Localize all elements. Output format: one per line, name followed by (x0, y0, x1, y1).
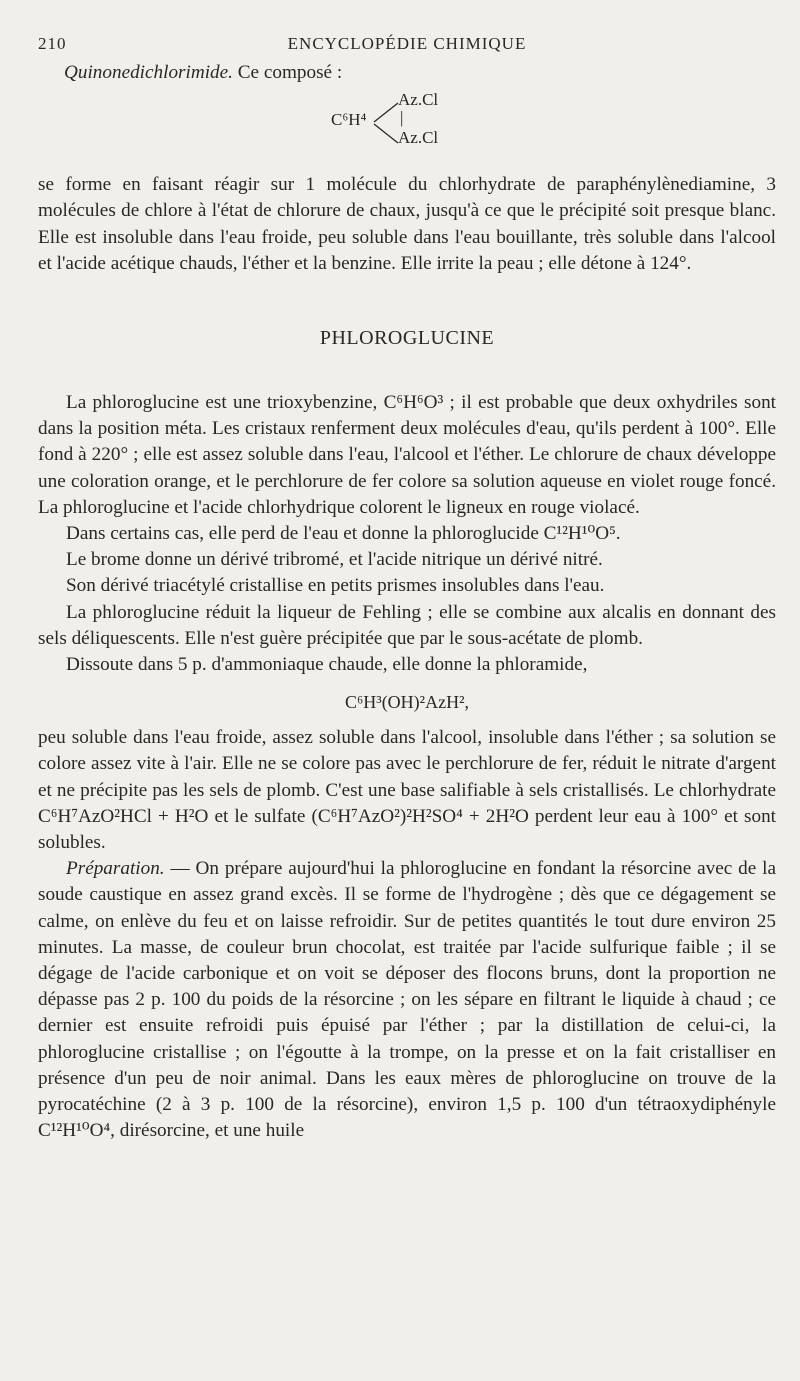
intro-text: Ce composé : (232, 62, 343, 83)
paragraph: Le brome donne un dérivé tribromé, et l'acide nitrique un dérivé nitré. (66, 549, 603, 571)
formula-vertical-bond: | (400, 108, 404, 128)
paragraph: Dans certains cas, elle perd de l'eau et donne la phloroglucide C¹²H¹⁰O⁵. (66, 523, 621, 545)
preparation-lead: Préparation. (66, 858, 165, 880)
formula-bottom-group: Az.Cl (398, 128, 439, 148)
paragraph: Dissoute dans 5 p. d'ammoniaque chaude, elle donne la phloramide, (66, 654, 588, 676)
paragraph: La phloroglucine réduit la liqueur de Fehling ; elle se combine aux alcalis en donnant des sels déliquescents. Elle n'est guère précipitée que par le sous-acétate de plomb. (38, 601, 776, 649)
paragraph: se forme en faisant réagir sur 1 molécule du chlorhydrate de paraphénylènediamine, 3 molécules de chlore à l'état de chlorure de chaux, jusqu'à ce que le précipité soit presque blanc. Elle est insoluble dans l'eau froide, peu soluble dans l'eau bouillante, très soluble dans l'alcool et l'acide acétique chauds, l'éther et la benzine. Elle irrite la peau ; elle détone à 124°. (38, 174, 776, 274)
compound-name: Quinonedichlorimide. (64, 62, 233, 83)
intro-line (38, 60, 776, 86)
running-title: ENCYCLOPÉDIE CHIMIQUE (287, 34, 527, 53)
paragraph: La phloroglucine est une trioxybenzine, C⁶H⁶O³ ; il est probable que deux oxhydriles sont dans la position méta. Les cristaux renferment deux molécules d'eau, qu'ils perdent à 100°. Elle fond à 220° ; elle est assez soluble dans l'eau, l'alcool et l'éther. Le chlorure de chaux développe une coloration orange, et le perchlorure de fer colore sa solution aqueuse en violet rouge foncé. La phloroglucine et l'acide chlorhydrique colorent le ligneux en rouge violacé. (38, 392, 776, 518)
page-header (38, 34, 776, 60)
phloramide-formula: C⁶H³(OH)²AzH², (345, 692, 469, 713)
page-number: 210 (38, 34, 67, 53)
preparation-text: — On prépare aujourd'hui la phloroglucine en fondant la résorcine avec de la soude caustique en assez grand excès. Il se forme de l'hydrogène ; dès que ce dégagement se calme, on enlève du feu et on laisse refroidir. Sur de petites quantités le tout dure environ 25 minutes. La masse, de couleur brun chocolat, est traitée par l'acide sulfurique faible ; il se dégage de l'acide carbonique et on voit se déposer des flocons bruns, dont la proportion ne dépasse pas 2 p. 100 du poids de la résorcine ; on les sépare en filtrant le liquide à chaud ; ce dernier est ensuite refroidi puis épuisé par l'éther ; par la distillation de celui-ci, la phloroglucine cristallise ; on l'égoutte à la trompe, on la presse et on la fait cristalliser en présence d'un peu de noir animal. Dans les eaux mères de phloroglucine on trouve de la pyrocatéchine (2 à 3 p. 100 de la résorcine), environ 1,5 p. 100 d'un tétraoxydiphényle C¹²H¹⁰O⁴, dirésorcine, et une huile (38, 858, 776, 1142)
preparation-paragraph (38, 856, 776, 1144)
paragraph: Son dérivé triacétylé cristallise en petits prismes insolubles dans l'eau. (66, 575, 605, 597)
section-title: PHLOROGLUCINE (319, 327, 495, 350)
structural-formula (38, 90, 776, 172)
formula-top-group: Az.Cl (398, 90, 439, 110)
paragraph: peu soluble dans l'eau froide, assez soluble dans l'alcool, insoluble dans l'éther ; sa solution se colore assez vite à l'air. Elle ne se colore pas avec le perchlorure de fer, réduit le nitrate d'argent et ne précipite pas les sels de plomb. C'est une base salifiable à sels cristallisés. Le chlorhydrate C⁶H⁷AzO²HCl + H²O et le sulfate (C⁶H⁷AzO²)²H²SO⁴ + 2H²O perdent leur eau à 100° et sont solubles. (38, 727, 776, 854)
formula-base: C⁶H⁴ (331, 110, 367, 130)
